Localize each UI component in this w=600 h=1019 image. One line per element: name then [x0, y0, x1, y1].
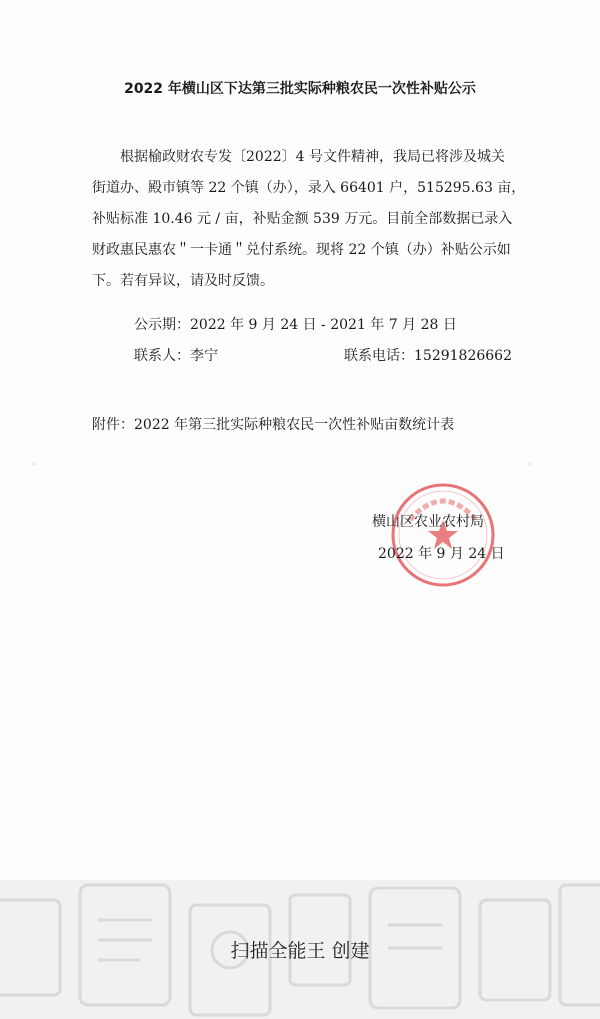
- contact-phone: 联系电话：15291826662: [344, 348, 512, 364]
- paragraph-line-1: 根据榆政财农专发〔2022〕4 号文件精神，我局已将涉及城关: [120, 149, 505, 165]
- contact-person: 联系人：李宁: [134, 348, 218, 364]
- document-title: 2022 年横山区下达第三批实际种粮农民一次性补贴公示: [124, 81, 476, 97]
- paragraph-line-3: 补贴标准 10.46 元 / 亩，补贴金额 539 万元。目前全部数据已录入: [92, 211, 513, 227]
- scanner-watermark: 扫描全能王 创建: [230, 940, 370, 962]
- scan-speckle: [30, 462, 570, 466]
- official-seal-icon: [388, 480, 498, 590]
- attachment-note: 附件：2022 年第三批实际种粮农民一次性补贴亩数统计表: [92, 417, 455, 433]
- issue-date: 2022 年 9 月 24 日: [378, 546, 505, 562]
- publicity-period: 公示期：2022 年 9 月 24 日 - 2021 年 7 月 28 日: [134, 317, 457, 333]
- issuer-name: 横山区农业农村局: [372, 514, 484, 530]
- paragraph-line-4: 财政惠民惠农＂一卡通＂兑付系统。现将 22 个镇（办）补贴公示如: [92, 242, 511, 258]
- paragraph-line-2: 街道办、殿市镇等 22 个镇（办），录入 66401 户，515295.63 亩，: [92, 180, 526, 196]
- paragraph-line-5: 下。若有异议，请及时反馈。: [92, 273, 274, 289]
